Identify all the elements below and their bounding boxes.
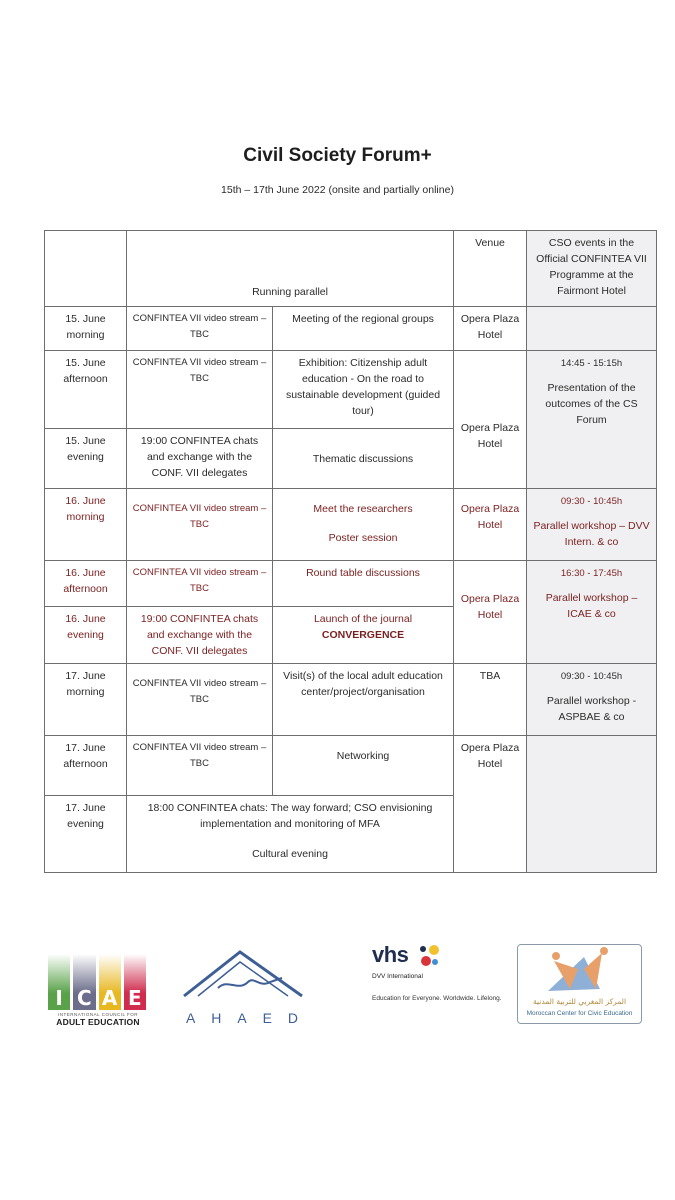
activity-cell: Networking <box>273 736 454 796</box>
schedule-table <box>44 230 657 873</box>
table-row <box>45 307 657 351</box>
page-title: Civil Society Forum+ <box>243 145 432 166</box>
cso-time: 09:30 - 10:45h <box>560 671 623 682</box>
activity-cell: Visit(s) of the local adult education center/project/organisation <box>273 664 454 736</box>
icae-logo: I C A E INTERNATIONAL COUNCIL FOR ADULT EDUCATION <box>48 954 148 1026</box>
table-row <box>45 351 657 429</box>
day-cell: 16. June afternoon <box>45 561 127 607</box>
venue-cell: TBA <box>454 664 527 736</box>
venue-cell: Opera Plaza Hotel <box>454 561 527 664</box>
stream-cell: CONFINTEA VII video stream – TBC <box>127 351 273 429</box>
cso-event: Parallel workshop - ASPBAE & co <box>546 695 637 723</box>
table-row <box>45 664 657 736</box>
day-cell: 17. June afternoon <box>45 736 127 796</box>
day-cell: 16. June evening <box>45 607 127 664</box>
cso-cell <box>527 351 657 489</box>
activity-cell: Round table discussions <box>273 561 454 607</box>
table-row <box>45 489 657 561</box>
activity-cell: Meet the researchers Poster session <box>273 489 454 561</box>
header-venue: Venue <box>454 231 527 307</box>
stream-cell: CONFINTEA VII video stream – TBC <box>127 736 273 796</box>
day-cell: 15. June evening <box>45 429 127 489</box>
header-running-parallel: Running parallel <box>127 231 454 307</box>
header-cso-events: CSO events in the Official CONFINTEA VII Programme at the Fairmont Hotel <box>527 231 657 307</box>
combined-activity-cell: 18:00 CONFINTEA chats: The way forward; CSO envisioning implementation and monitoring of MFA Cultural evening <box>127 796 454 873</box>
cso-time: 09:30 - 10:45h <box>560 496 623 507</box>
activity-cell: Exhibition: Citizenship adult education - On the road to sustainable development (guided tour) <box>273 351 454 429</box>
day-cell: 16. June morning <box>45 489 127 561</box>
header-empty-cell <box>45 231 127 307</box>
cso-time: 14:45 - 15:15h <box>560 358 623 369</box>
cso-time: 16:30 - 17:45h <box>560 568 623 579</box>
stream-cell: CONFINTEA VII video stream – TBC <box>127 307 273 351</box>
cso-cell <box>527 489 657 561</box>
table-row <box>45 561 657 607</box>
activity-cell: Launch of the journal CONVERGENCE <box>273 607 454 664</box>
day-cell: 15. June afternoon <box>45 351 127 429</box>
cso-cell <box>527 664 657 736</box>
journal-name: CONVERGENCE <box>321 629 405 641</box>
cso-event: Parallel workshop – DVV Intern. & co <box>533 520 650 548</box>
stream-cell: CONFINTEA VII video stream – TBC <box>127 664 273 736</box>
cso-event: Presentation of the outcomes of the CS Forum <box>545 382 638 426</box>
cso-cell <box>527 561 657 664</box>
activity-cell: Meeting of the regional groups <box>273 307 454 351</box>
day-cell: 17. June evening <box>45 796 127 873</box>
day-cell: 15. June morning <box>45 307 127 351</box>
dvv-international-logo: vhs DVV International Education for Everyone. Worldwide. Lifelong. <box>372 942 502 1002</box>
stream-cell: 19:00 CONFINTEA chats and exchange with the CONF. VII delegates <box>127 429 273 489</box>
moroccan-center-logo: المركز المغربي للتربية المدنية Moroccan Center for Civic Education <box>517 944 642 1024</box>
page-subtitle: 15th – 17th June 2022 (onsite and partially online) <box>221 184 454 196</box>
day-cell: 17. June morning <box>45 664 127 736</box>
venue-cell: Opera Plaza Hotel <box>454 307 527 351</box>
colored-dots-icon <box>416 944 442 970</box>
house-roof-icon <box>178 948 308 1008</box>
cso-cell <box>527 736 657 873</box>
venue-cell: Opera Plaza Hotel <box>454 351 527 489</box>
stream-cell: 19:00 CONFINTEA chats and exchange with the CONF. VII delegates <box>127 607 273 664</box>
table-header-row <box>45 231 657 307</box>
stream-cell: CONFINTEA VII video stream – TBC <box>127 561 273 607</box>
stream-cell: CONFINTEA VII video stream – TBC <box>127 489 273 561</box>
table-row <box>45 736 657 796</box>
ahaed-logo: A H A E D <box>178 948 308 1028</box>
partner-logos <box>0 940 675 1040</box>
figures-icon <box>544 947 614 995</box>
activity-cell: Thematic discussions <box>273 429 454 489</box>
venue-cell: Opera Plaza Hotel <box>454 489 527 561</box>
venue-cell: Opera Plaza Hotel <box>454 736 527 873</box>
cso-cell <box>527 307 657 351</box>
cso-event: Parallel workshop – ICAE & co <box>545 592 638 620</box>
